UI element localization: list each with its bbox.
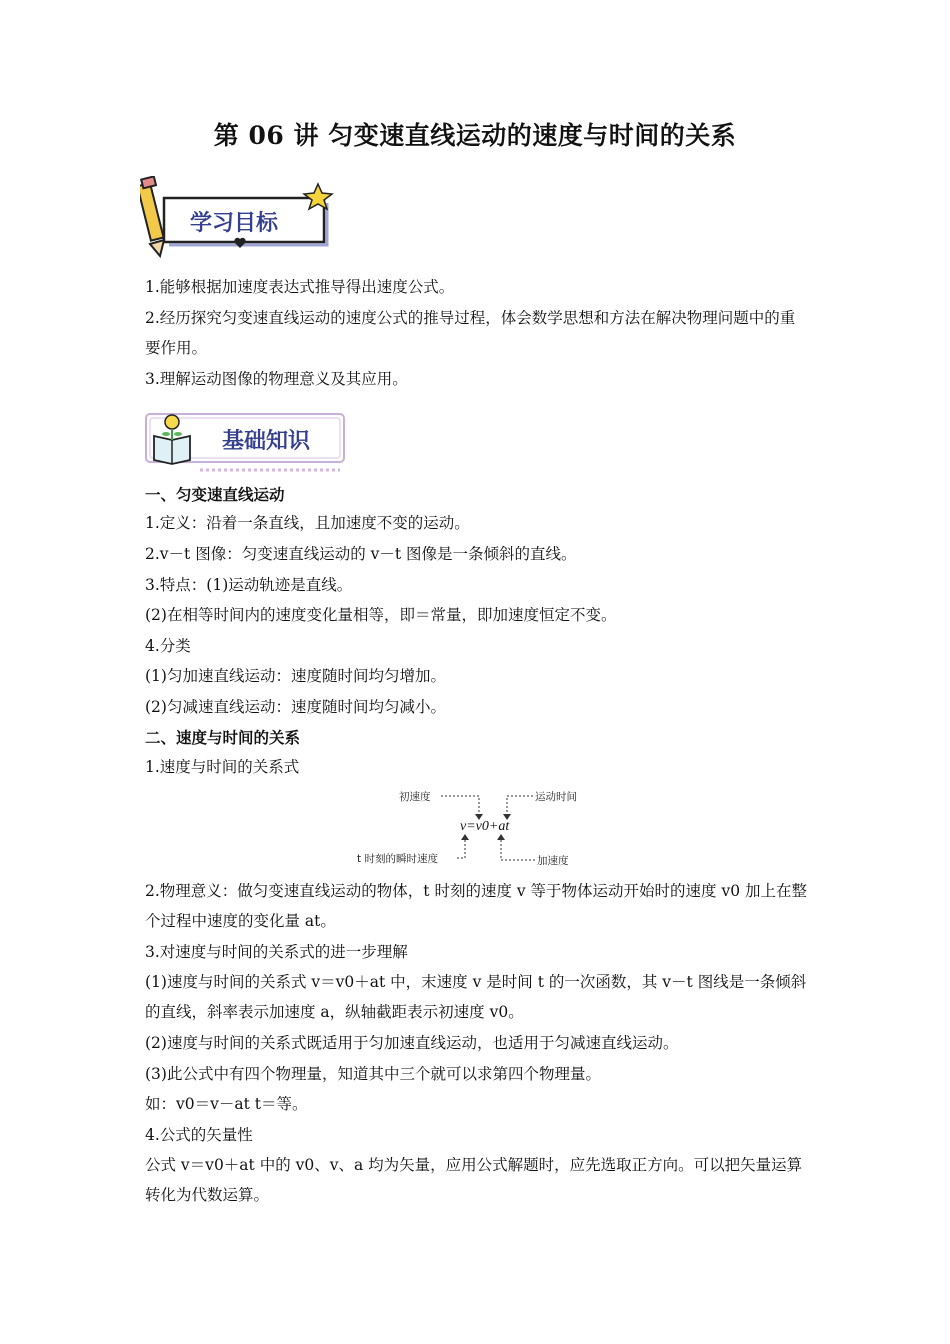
section-line: 1.定义：沿着一条直线，且加速度不变的运动。	[145, 514, 470, 532]
page-title: 第 06 讲 匀变速直线运动的速度与时间的关系	[213, 121, 737, 150]
goal-item: 2.经历探究匀变速直线运动的速度公式的推导过程，体会数学思想和方法在解决物理问题中的重要作用。	[145, 309, 796, 357]
section-line: 3.特点：(1)运动轨迹是直线。	[145, 576, 353, 594]
section-line: (2)速度与时间的关系式既适用于匀加速直线运动，也适用于匀减速直线运动。	[145, 1034, 679, 1052]
section-line: 4.公式的矢量性	[145, 1126, 253, 1144]
section-line: (1)匀加速直线运动：速度随时间均匀增加。	[145, 667, 446, 685]
label-instant-velocity: t 时刻的瞬时速度	[357, 853, 438, 865]
book-icon	[154, 436, 190, 464]
example-line: 如：v0＝v－at t＝等。	[145, 1095, 308, 1113]
pencil-icon	[140, 176, 164, 256]
section-line: 1.速度与时间的关系式	[145, 758, 300, 776]
label-motion-time: 运动时间	[535, 791, 577, 803]
section-line: 公式 v＝v0＋at 中的 v0、v、a 均为矢量，应用公式解题时，应先选取正方向。可以把矢量运算转化为代数运算。	[145, 1156, 803, 1204]
learning-goals-label: 学习目标	[190, 211, 279, 236]
section-line: 2.v－t 图像：匀变速直线运动的 v－t 图像是一条倾斜的直线。	[145, 545, 577, 563]
section-heading: 一、匀变速直线运动	[145, 485, 285, 504]
basic-knowledge-label: 基础知识	[222, 429, 311, 454]
physical-meaning: 2.物理意义：做匀变速直线运动的物体，t 时刻的速度 v 等于物体运动开始时的速度 v0 加上在整个过程中速度的变化量 at。	[145, 882, 808, 930]
section-heading: 二、速度与时间的关系	[145, 728, 301, 747]
section-line: (2)在相等时间内的速度变化量相等，即＝常量，即加速度恒定不变。	[145, 606, 617, 624]
goal-item: 1.能够根据加速度表达式推导得出速度公式。	[145, 278, 455, 296]
formula-text: v=v0+at	[460, 819, 510, 834]
section-line: (2)匀减速直线运动：速度随时间均匀减小。	[145, 698, 446, 716]
basic-knowledge-badge	[140, 408, 350, 476]
section-line: 3.对速度与时间的关系式的进一步理解	[145, 943, 408, 961]
section-line: (3)此公式中有四个物理量，知道其中三个就可以求第四个物理量。	[145, 1065, 601, 1083]
section-line: (1)速度与时间的关系式 v＝v0＋at 中，末速度 v 是时间 t 的一次函数，其 v－t 图线是一条倾斜的直线，斜率表示加速度 a，纵轴截距表示初速度 v0。	[145, 973, 807, 1021]
label-acceleration: 加速度	[537, 855, 569, 867]
label-initial-velocity: 初速度	[399, 791, 431, 803]
formula-diagram	[355, 784, 595, 870]
goal-item: 3.理解运动图像的物理意义及其应用。	[145, 370, 408, 388]
section-line: 4.分类	[145, 637, 191, 655]
learning-goals-badge	[140, 176, 335, 258]
